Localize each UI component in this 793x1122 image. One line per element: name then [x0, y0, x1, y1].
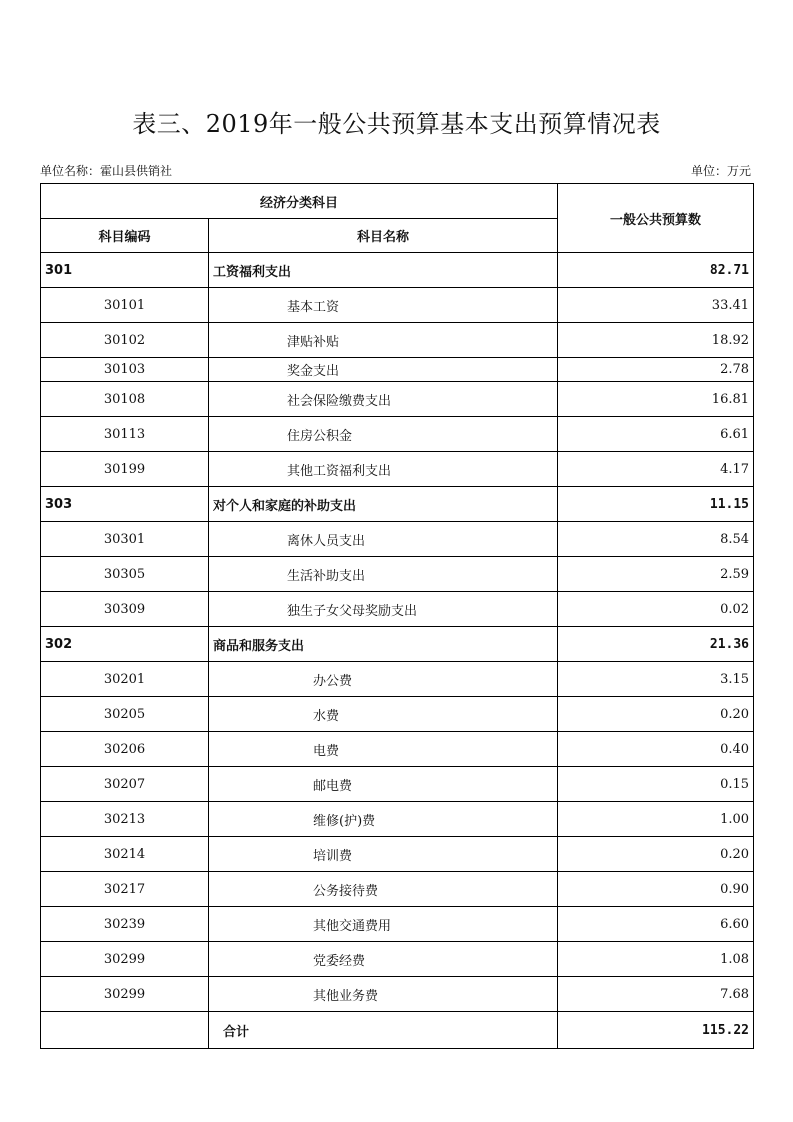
- header-name: 科目名称: [209, 219, 558, 253]
- category-row: [41, 627, 754, 662]
- header-economic-classification: 经济分类科目: [41, 184, 558, 219]
- row-code: 30305: [41, 557, 209, 592]
- table-row: [41, 802, 754, 837]
- row-code: 30102: [41, 323, 209, 358]
- table-row: [41, 767, 754, 802]
- table-row: [41, 592, 754, 627]
- row-code: 30239: [41, 907, 209, 942]
- row-code: 301: [41, 253, 209, 288]
- row-name: 邮电费: [209, 767, 558, 802]
- row-name: 社会保险缴费支出: [209, 382, 558, 417]
- unit-label: 单位：万元: [690, 164, 751, 178]
- row-amount: 0.90: [558, 872, 754, 907]
- row-amount: 18.92: [558, 323, 754, 358]
- category-row: [41, 253, 754, 288]
- row-amount: 0.02: [558, 592, 754, 627]
- table-row: [41, 288, 754, 323]
- row-name: 津贴补贴: [209, 323, 558, 358]
- row-amount: 6.60: [558, 907, 754, 942]
- row-code: 30217: [41, 872, 209, 907]
- table-row: [41, 907, 754, 942]
- unit-name: 单位名称：霍山县供销社: [40, 164, 173, 178]
- row-code: 30199: [41, 452, 209, 487]
- total-label: 合计: [209, 1012, 558, 1049]
- row-code: 30205: [41, 697, 209, 732]
- table-row: [41, 358, 754, 382]
- row-code: 30301: [41, 522, 209, 557]
- row-name: 离休人员支出: [209, 522, 558, 557]
- row-code: 30214: [41, 837, 209, 872]
- row-amount: 21.36: [558, 627, 754, 662]
- page-title: 表三、2019年一般公共预算基本支出预算情况表: [132, 110, 661, 138]
- row-name: 党委经费: [209, 942, 558, 977]
- row-code: 30108: [41, 382, 209, 417]
- table-row: [41, 452, 754, 487]
- row-amount: 7.68: [558, 977, 754, 1012]
- row-name: 其他交通费用: [209, 907, 558, 942]
- row-name: 生活补助支出: [209, 557, 558, 592]
- total-amount: 115.22: [558, 1012, 754, 1049]
- row-amount: 16.81: [558, 382, 754, 417]
- table-row: [41, 382, 754, 417]
- row-code: 30206: [41, 732, 209, 767]
- row-code: 302: [41, 627, 209, 662]
- row-code: 30113: [41, 417, 209, 452]
- table-row: [41, 522, 754, 557]
- row-code: 303: [41, 487, 209, 522]
- row-amount: 3.15: [558, 662, 754, 697]
- row-amount: 2.78: [558, 358, 754, 382]
- row-name: 奖金支出: [209, 358, 558, 382]
- total-code-cell: [41, 1012, 209, 1049]
- total-row: [41, 1012, 754, 1049]
- row-amount: 0.20: [558, 837, 754, 872]
- row-amount: 4.17: [558, 452, 754, 487]
- row-amount: 6.61: [558, 417, 754, 452]
- row-code: 30201: [41, 662, 209, 697]
- header-row-1: [41, 184, 754, 219]
- row-amount: 33.41: [558, 288, 754, 323]
- row-name: 培训费: [209, 837, 558, 872]
- row-code: 30213: [41, 802, 209, 837]
- row-name: 商品和服务支出: [209, 627, 558, 662]
- row-name: 工资福利支出: [209, 253, 558, 288]
- row-name: 独生子女父母奖励支出: [209, 592, 558, 627]
- budget-table: [40, 183, 754, 1049]
- row-name: 基本工资: [209, 288, 558, 323]
- row-name: 公务接待费: [209, 872, 558, 907]
- row-amount: 0.40: [558, 732, 754, 767]
- row-amount: 1.08: [558, 942, 754, 977]
- row-amount: 8.54: [558, 522, 754, 557]
- table-row: [41, 837, 754, 872]
- row-amount: 1.00: [558, 802, 754, 837]
- row-name: 维修(护)费: [209, 802, 558, 837]
- row-name: 住房公积金: [209, 417, 558, 452]
- table-row: [41, 942, 754, 977]
- row-amount: 2.59: [558, 557, 754, 592]
- row-name: 水费: [209, 697, 558, 732]
- row-amount: 0.15: [558, 767, 754, 802]
- row-name: 其他工资福利支出: [209, 452, 558, 487]
- table-row: [41, 977, 754, 1012]
- table-row: [41, 697, 754, 732]
- row-name: 对个人和家庭的补助支出: [209, 487, 558, 522]
- row-name: 办公费: [209, 662, 558, 697]
- header-code: 科目编码: [41, 219, 209, 253]
- row-code: 30299: [41, 942, 209, 977]
- table-row: [41, 323, 754, 358]
- row-name: 电费: [209, 732, 558, 767]
- row-code: 30309: [41, 592, 209, 627]
- table-row: [41, 662, 754, 697]
- row-amount: 11.15: [558, 487, 754, 522]
- header-amount: 一般公共预算数: [558, 184, 754, 253]
- table-row: [41, 557, 754, 592]
- row-code: 30299: [41, 977, 209, 1012]
- row-amount: 0.20: [558, 697, 754, 732]
- table-row: [41, 417, 754, 452]
- row-code: 30103: [41, 358, 209, 382]
- category-row: [41, 487, 754, 522]
- row-name: 其他业务费: [209, 977, 558, 1012]
- row-code: 30207: [41, 767, 209, 802]
- table-row: [41, 872, 754, 907]
- table-row: [41, 732, 754, 767]
- row-amount: 82.71: [558, 253, 754, 288]
- row-code: 30101: [41, 288, 209, 323]
- table-body: [41, 253, 754, 1012]
